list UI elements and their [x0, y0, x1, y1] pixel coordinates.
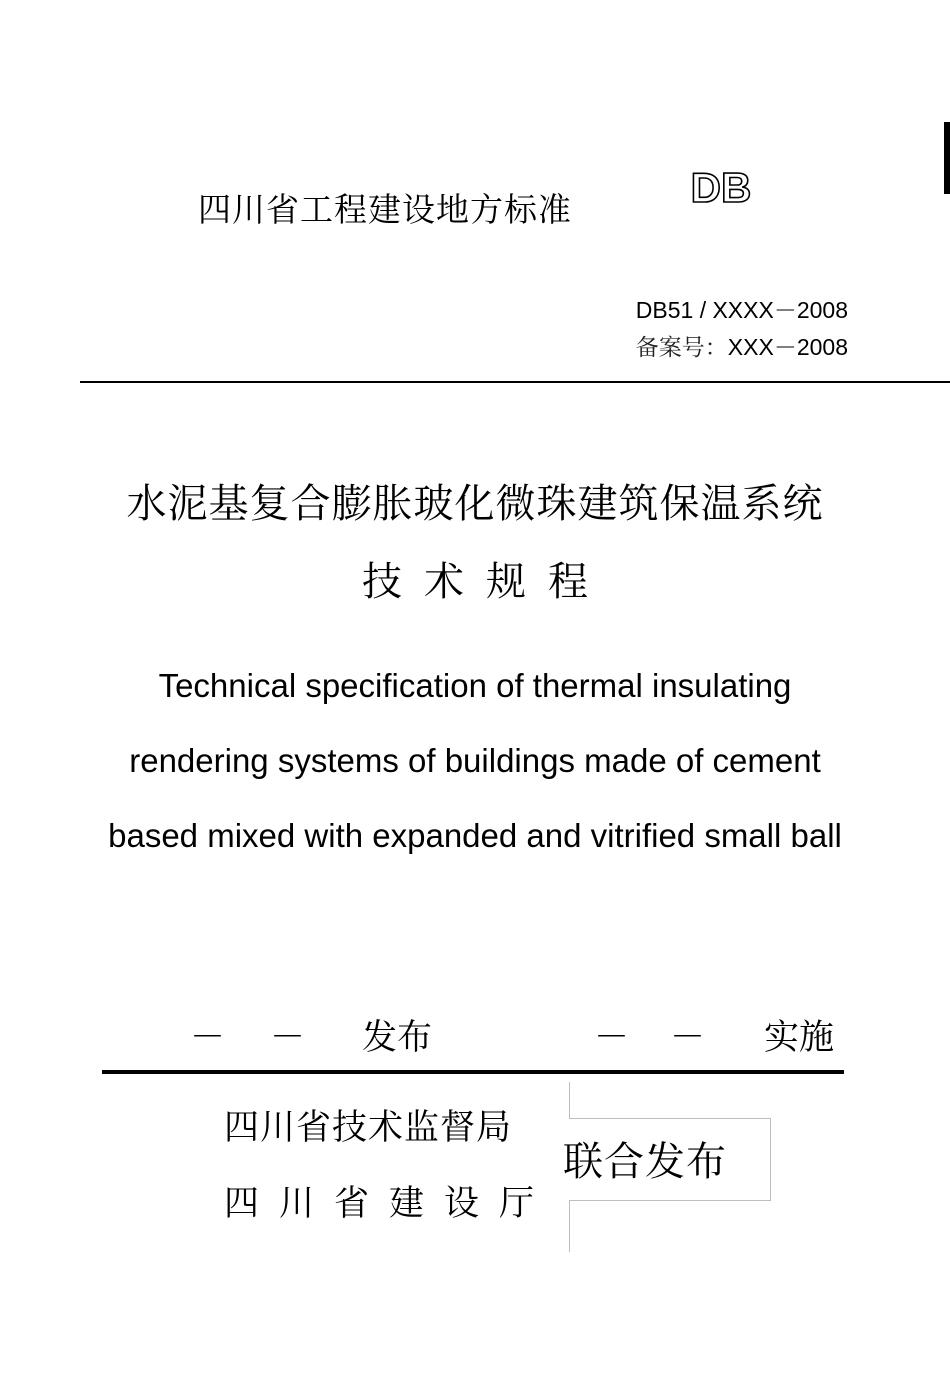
header-divider — [80, 381, 950, 383]
bracket-line — [569, 1200, 570, 1252]
title-english-line: rendering systems of buildings made of cement — [129, 742, 821, 779]
issuer-technical-supervision: 四川省技术监督局 — [224, 1108, 513, 1148]
publish-date-dash: － — [190, 1018, 226, 1058]
filing-number-line — [636, 329, 848, 367]
issuer-construction-department: 四川省建设厅 — [224, 1184, 555, 1224]
title-english-line: Technical specification of thermal insulating — [158, 667, 792, 704]
edge-marker — [944, 122, 950, 194]
footer-divider — [102, 1070, 844, 1074]
db-logo-icon — [686, 166, 756, 208]
bracket-line — [569, 1118, 771, 1119]
svg-text:DB: DB — [690, 166, 752, 208]
filing-label: 备案号： — [635, 335, 728, 361]
publish-label: 发布 — [362, 1018, 433, 1058]
title-english-line: based mixed with expanded and vitrified small ball — [108, 817, 842, 854]
bracket-line — [770, 1118, 771, 1200]
implement-date-dash: － — [594, 1018, 630, 1058]
title-chinese-subtitle: 技术规程 — [362, 559, 610, 605]
standard-number-block — [636, 292, 848, 367]
bracket-line — [569, 1200, 771, 1201]
title-chinese: 水泥基复合膨胀玻化微珠建筑保温系统 — [126, 481, 824, 527]
filing-number: XXX－2008 — [727, 334, 848, 360]
standard-category: 四川省工程建设地方标准 — [198, 190, 572, 229]
issue-dates-row — [102, 1010, 844, 1060]
implement-date-dash: － — [670, 1018, 706, 1058]
title-english — [0, 648, 950, 873]
standard-number: DB51 / XXXX－2008 — [635, 297, 848, 323]
joint-issue-label: 联合发布 — [563, 1139, 727, 1185]
bracket-line — [569, 1082, 570, 1119]
publish-date-dash: － — [270, 1018, 306, 1058]
implement-label: 实施 — [764, 1018, 835, 1058]
